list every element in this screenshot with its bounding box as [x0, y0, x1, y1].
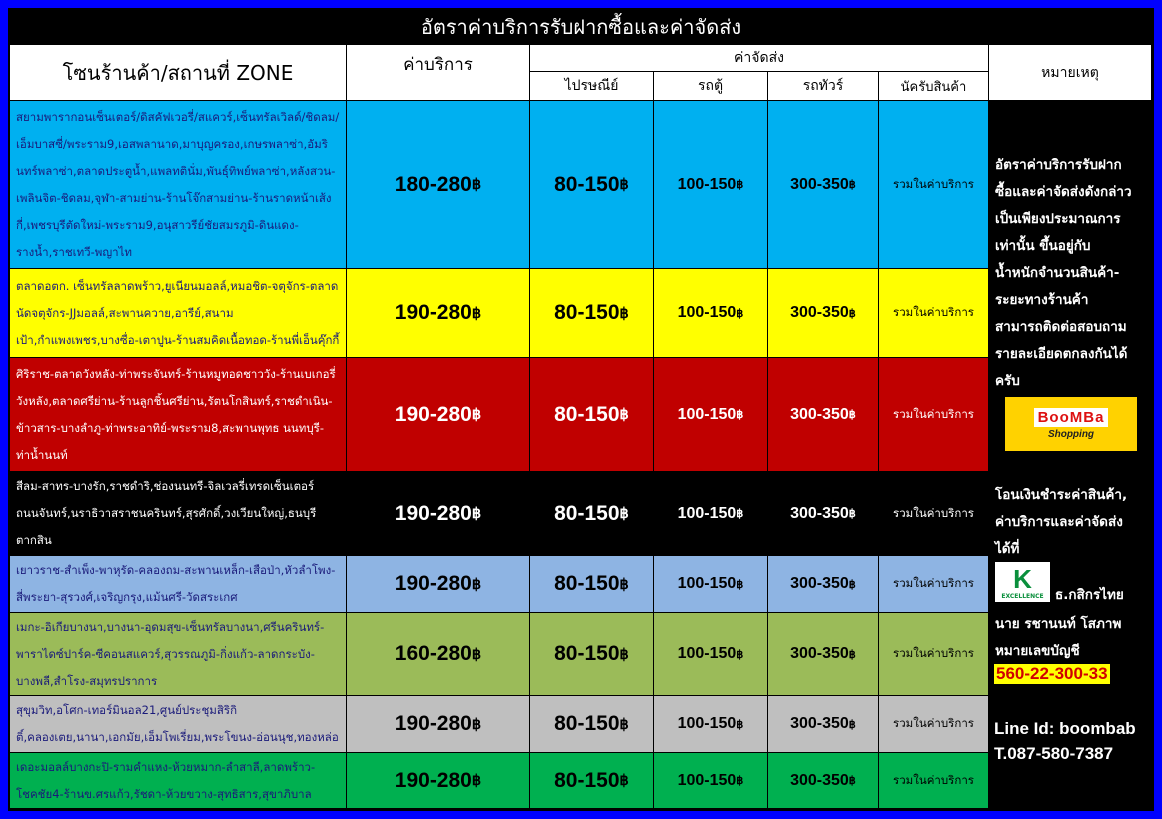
service-cell [347, 269, 530, 358]
service-cell [347, 358, 530, 472]
baht-symbol: ฿ [736, 307, 744, 320]
service-value: 190-280 [394, 402, 472, 426]
baht-symbol: ฿ [619, 177, 629, 193]
remark-line: ครับ [995, 373, 1020, 389]
tour-value: 300-350 [790, 504, 849, 522]
post-cell [530, 753, 654, 809]
baht-symbol: ฿ [619, 407, 629, 423]
remark-line: ระยะทางร้านค้า [995, 292, 1089, 308]
remark-line: เป็นเพียงประมาณการ [995, 211, 1121, 227]
account-label: หมายเลขบัญชี [995, 643, 1080, 659]
header-tour: รถทัวร์ [768, 72, 879, 101]
service-value: 190-280 [394, 501, 472, 525]
post-cell [530, 358, 654, 472]
post-cell [530, 101, 654, 269]
zone-cell: สยามพารากอนเซ็นเตอร์/ดิสคัฟเวอรี่/สแควร์,เซ็นทรัลเวิลด์/ชิดลม/เอ็มบาสซี่/พระราม9,เอสพลานาด,มาบุญครอง,เกษรพลาซ่า,อัมรินทร์พลาซ่า,ตลาดประตูน้ำ,แพลทตินั่ม,พันธุ์ทิพย์พลาซ่า,หลังสวน-เพลินจิต-ชิดลม,จุฬา-สามย่าน-ร้านโจ๊กสามย่าน-ร้านราดหน้าเส้งกี่,เพชรบุรีตัดใหม่-พระราม9,อนุสาวรีย์ชัยสมรภูมิ-ดินแดง-รางน้ำ,ราชเทวี-พญาไท [10, 101, 347, 269]
baht-symbol: ฿ [848, 307, 856, 320]
header-messenger: นัครับสินค้า [879, 72, 989, 101]
baht-symbol: ฿ [619, 506, 629, 522]
transfer-line: ได้ที่ [995, 541, 1020, 557]
baht-symbol: ฿ [736, 718, 744, 731]
account-name: นาย รชานนท์ โสภาพ [995, 616, 1122, 632]
tour-value: 300-350 [790, 645, 849, 662]
logo-text: BooMBa [1034, 408, 1109, 427]
header-remark: หมายเหตุ [989, 45, 1152, 101]
messenger-cell: รวมในค่าบริการ [879, 556, 989, 613]
kbank-logo-icon: K EXCELLENCE [995, 562, 1050, 602]
baht-symbol: ฿ [471, 305, 482, 322]
header-post: ไปรษณีย์ [530, 72, 654, 101]
tour-cell [768, 472, 879, 556]
baht-symbol: ฿ [471, 646, 482, 663]
tour-value: 300-350 [790, 304, 849, 321]
van-value: 100-150 [677, 504, 737, 522]
messenger-cell: รวมในค่าบริการ [879, 472, 989, 556]
baht-symbol: ฿ [848, 775, 856, 787]
remark-line: อัตราค่าบริการรับฝาก [995, 157, 1122, 173]
baht-symbol: ฿ [471, 576, 482, 593]
baht-symbol: ฿ [736, 409, 744, 421]
van-cell [654, 753, 768, 809]
remark-line: เท่านั้น ขึ้นอยู่กับ [995, 238, 1091, 254]
baht-symbol: ฿ [471, 716, 482, 733]
van-cell [654, 358, 768, 472]
service-value: 190-280 [394, 712, 472, 735]
service-cell [347, 101, 530, 269]
baht-symbol: ฿ [619, 576, 629, 593]
service-value: 190-280 [394, 301, 472, 324]
tour-cell [768, 269, 879, 358]
van-cell [654, 556, 768, 613]
service-cell [347, 556, 530, 613]
remark-line: น้ำหนักจำนวนสินค้า- [995, 265, 1120, 281]
baht-symbol: ฿ [848, 508, 856, 520]
page-title: อัตราค่าบริการรับฝากซื้อและค่าจัดส่ง [10, 10, 1152, 44]
header-zone: โซนร้านค้า/สถานที่ ZONE [10, 45, 347, 101]
service-value: 180-280 [394, 172, 472, 196]
zone-cell: เยาวราช-สำเพ็ง-พาหุรัด-คลองถม-สะพานเหล็ก-เสือป่า,หัวลำโพง-สี่พระยา-สุรวงศ์,เจริญกรุง,แม้นศรี-วัดสระเกศ [10, 556, 347, 613]
tour-cell [768, 613, 879, 696]
post-cell [530, 269, 654, 358]
messenger-cell: รวมในค่าบริการ [879, 753, 989, 809]
van-value: 100-150 [677, 575, 737, 592]
tour-value: 300-350 [790, 175, 849, 193]
baht-symbol: ฿ [471, 407, 482, 423]
baht-symbol: ฿ [848, 648, 856, 661]
van-cell [654, 613, 768, 696]
van-value: 100-150 [677, 715, 737, 732]
messenger-cell: รวมในค่าบริการ [879, 101, 989, 269]
tour-value: 300-350 [790, 575, 849, 592]
van-value: 100-150 [677, 771, 737, 789]
boomba-logo [1005, 397, 1137, 451]
tour-value: 300-350 [790, 405, 849, 423]
post-value: 80-150 [554, 572, 620, 595]
baht-symbol: ฿ [471, 506, 482, 522]
messenger-cell: รวมในค่าบริการ [879, 696, 989, 753]
tour-value: 300-350 [790, 771, 849, 789]
baht-symbol: ฿ [736, 775, 744, 787]
service-value: 160-280 [394, 642, 472, 665]
post-value: 80-150 [554, 501, 620, 525]
transfer-line: ค่าบริการและค่าจัดส่ง [995, 514, 1123, 530]
baht-symbol: ฿ [619, 305, 629, 322]
baht-symbol: ฿ [619, 773, 629, 789]
service-cell [347, 696, 530, 753]
van-cell [654, 696, 768, 753]
transfer-line: โอนเงินชำระค่าสินค้า, [995, 487, 1128, 503]
service-value: 190-280 [394, 572, 472, 595]
tour-value: 300-350 [790, 715, 849, 732]
service-cell [347, 753, 530, 809]
van-cell [654, 472, 768, 556]
van-value: 100-150 [677, 645, 737, 662]
baht-symbol: ฿ [471, 773, 482, 789]
baht-symbol: ฿ [848, 179, 856, 191]
zone-cell: สุขุมวิท,อโศก-เทอร์มินอล21,ศูนย์ประชุมสิริกิติ์,คลองเตย,นานา,เอกมัย,เอ็มโพเรี่ยม,พระโขนง-อ่อนนุช,ทองหล่อ [10, 696, 347, 753]
post-value: 80-150 [554, 768, 620, 792]
header-service: ค่าบริการ [347, 45, 530, 101]
logo-subtext: Shopping [1047, 429, 1095, 440]
line-id: Line Id: boombab [994, 719, 1136, 738]
van-cell [654, 269, 768, 358]
post-value: 80-150 [554, 301, 620, 324]
messenger-cell: รวมในค่าบริการ [879, 613, 989, 696]
transfer-note [995, 482, 1155, 563]
post-value: 80-150 [554, 172, 620, 196]
baht-symbol: ฿ [736, 578, 744, 591]
van-value: 100-150 [677, 405, 737, 423]
service-cell [347, 472, 530, 556]
baht-symbol: ฿ [619, 716, 629, 733]
service-cell [347, 613, 530, 696]
account-number: 560-22-300-33 [996, 664, 1108, 683]
messenger-cell: รวมในค่าบริการ [879, 269, 989, 358]
phone-number: T.087-580-7387 [994, 744, 1114, 763]
zone-cell: สีลม-สาทร-บางรัก,ราชดำริ,ช่องนนทรี-จิลเวลรี่เทรดเซ็นเตอร์ ถนนจันทร์,นราธิวาสราชนครินทร์,สุรศักดิ์,วงเวียนใหญ่,ธนบุรี ตากสิน [10, 472, 347, 556]
tour-cell [768, 358, 879, 472]
van-cell [654, 101, 768, 269]
tour-cell [768, 556, 879, 613]
zone-cell: ศิริราช-ตลาดวังหลัง-ท่าพระจันทร์-ร้านหมูทอดชาววัง-ร้านเบเกอรี่วังหลัง,ตลาดศรีย่าน-ร้านลูกชิ้นศรีย่าน,รัตนโกสินทร์,ราชดำเนิน-ข้าวสาร-บางลำภู-ท่าพระอาทิย์-พระราม8,สะพานพุทธ นนทบุรี-ท่าน้ำนนท์ [10, 358, 347, 472]
baht-symbol: ฿ [848, 409, 856, 421]
header-van: รถตู้ [654, 72, 768, 101]
remark-line: สามารถติดต่อสอบถาม [995, 319, 1127, 335]
post-value: 80-150 [554, 642, 620, 665]
service-value: 190-280 [394, 768, 472, 792]
post-cell [530, 556, 654, 613]
baht-symbol: ฿ [848, 718, 856, 731]
baht-symbol: ฿ [736, 179, 744, 191]
post-value: 80-150 [554, 402, 620, 426]
baht-symbol: ฿ [619, 646, 629, 663]
tour-cell [768, 101, 879, 269]
header-delivery: ค่าจัดส่ง [530, 45, 989, 72]
post-cell [530, 472, 654, 556]
baht-symbol: ฿ [471, 177, 482, 193]
post-value: 80-150 [554, 712, 620, 735]
baht-symbol: ฿ [736, 648, 744, 661]
remark-line: รายละเอียดตกลงกันได้ [995, 346, 1128, 362]
zone-cell: เดอะมอลล์บางกะปิ-รามคำแหง-ห้วยหมาก-ลำสาลี,ลาดพร้าว-โชคชัย4-ร้านข.ศรแก้ว,รัชดา-ห้วยขวาง-สุทธิสาร,สุขาภิบาล [10, 753, 347, 809]
post-cell [530, 613, 654, 696]
zone-cell: ตลาดอตก. เซ็นทรัลลาดพร้าว,ยูเนียนมอลล์,หมอชิต-จตุจักร-ตลาดนัดจตุจักร-JJมอลล์,สะพานควาย,อารีย์,สนามเป้า,กำแพงเพชร,บางซื่อ-เตาปูน-ร้านสมคิดเนื้อทอด-ร้านพี่เอ็นคุ๊กกี้ [10, 269, 347, 358]
post-cell [530, 696, 654, 753]
tour-cell [768, 696, 879, 753]
messenger-cell: รวมในค่าบริการ [879, 358, 989, 472]
van-value: 100-150 [677, 175, 737, 193]
zone-cell: เมกะ-อิเกียบางนา,บางนา-อุดมสุข-เซ็นทรัลบางนา,ศรีนครินทร์-พาราไดซ์ปาร์ค-ซีคอนสแควร์,สุวรรณภูมิ-กิ่งแก้ว-ลาดกระบัง-บางพลี,สำโรง-สมุทรปราการ [10, 613, 347, 696]
tour-cell [768, 753, 879, 809]
baht-symbol: ฿ [848, 578, 856, 591]
van-value: 100-150 [677, 304, 737, 321]
remark-line: ซื้อและค่าจัดส่งดังกล่าว [995, 184, 1132, 200]
bank-name: ธ.กสิกรไทย [1055, 587, 1124, 603]
baht-symbol: ฿ [736, 508, 744, 520]
